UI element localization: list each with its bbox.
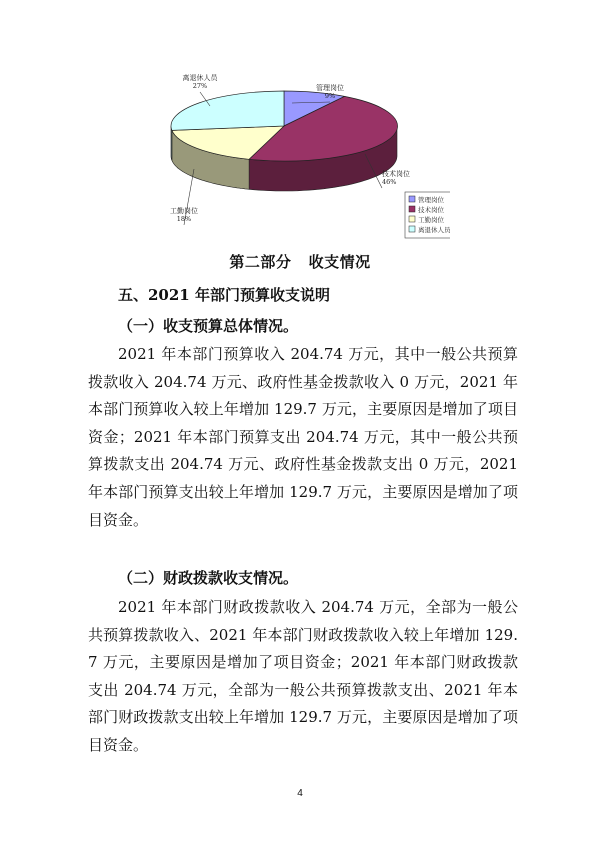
pie-label-pct-3: 27% <box>192 82 208 90</box>
pie-chart <box>150 70 450 245</box>
pie-label-pct-1: 46% <box>382 178 397 186</box>
pie-label-pct-0: 9% <box>324 92 336 100</box>
subsection-title-1: （一）收支预算总体情况。 <box>118 317 299 335</box>
pie-side-3 <box>171 126 172 160</box>
pie-legend-label-2: 工勤岗位 <box>418 216 444 224</box>
section-title: 五、2021 年部门预算收支说明 <box>118 286 330 304</box>
pie-label-name-1: 技术岗位 <box>382 170 410 178</box>
pie-legend-swatch-2 <box>409 216 415 222</box>
pie-label-name-3: 离退休人员 <box>182 74 218 82</box>
part-heading: 第二部分 收支情况 <box>229 253 371 271</box>
pie-legend-swatch-0 <box>409 196 415 202</box>
pie-legend-label-3: 离退休人员 <box>418 226 450 234</box>
pie-slice-3 <box>171 91 284 130</box>
pie-legend-label-0: 管理岗位 <box>418 196 444 204</box>
pie-label-pct-2: 18% <box>176 215 192 223</box>
pie-legend <box>405 192 450 238</box>
pie-chart-svg <box>150 70 450 245</box>
page-number: 4 <box>297 788 303 799</box>
paragraph-budget-overview: 2021 年本部门预算收入 204.74 万元，其中一般公共预算拨款收入 204.74 万元、政府性基金拨款收入 0 万元，2021 年本部门预算收入较上年增加 129.7 万元，主要原因是增加了项目资金；2021 年本部门预算支出 204.74 万元，其中一般公共预算拨款支出 204.74 万元、政府性基金拨款支出 0 万元，2021 年本部门预算支出较上年增加 129.7 万元，主要原因是增加了项目资金。 <box>88 345 518 529</box>
pie-legend-swatch-3 <box>409 226 415 232</box>
paragraph-fiscal-appropriation: 2021 年本部门财政拨款收入 204.74 万元，全部为一般公共预算拨款收入、2021 年本部门财政拨款收入较上年增加 129.7 万元，主要原因是增加了项目资金；2021 年本部门财政拨款支出 204.74 万元，全部为一般公共预算拨款支出、2021 年本部门财政拨款支出较上年增加 129.7 万元，主要原因是增加了项目资金。 <box>88 598 518 754</box>
subsection-title-2: （二）财政拨款收支情况。 <box>118 569 299 587</box>
pie-label-name-0: 管理岗位 <box>316 84 344 92</box>
pie-legend-label-1: 技术岗位 <box>418 206 444 214</box>
pie-label-name-2: 工勤岗位 <box>170 207 198 215</box>
pie-legend-swatch-1 <box>409 206 415 212</box>
